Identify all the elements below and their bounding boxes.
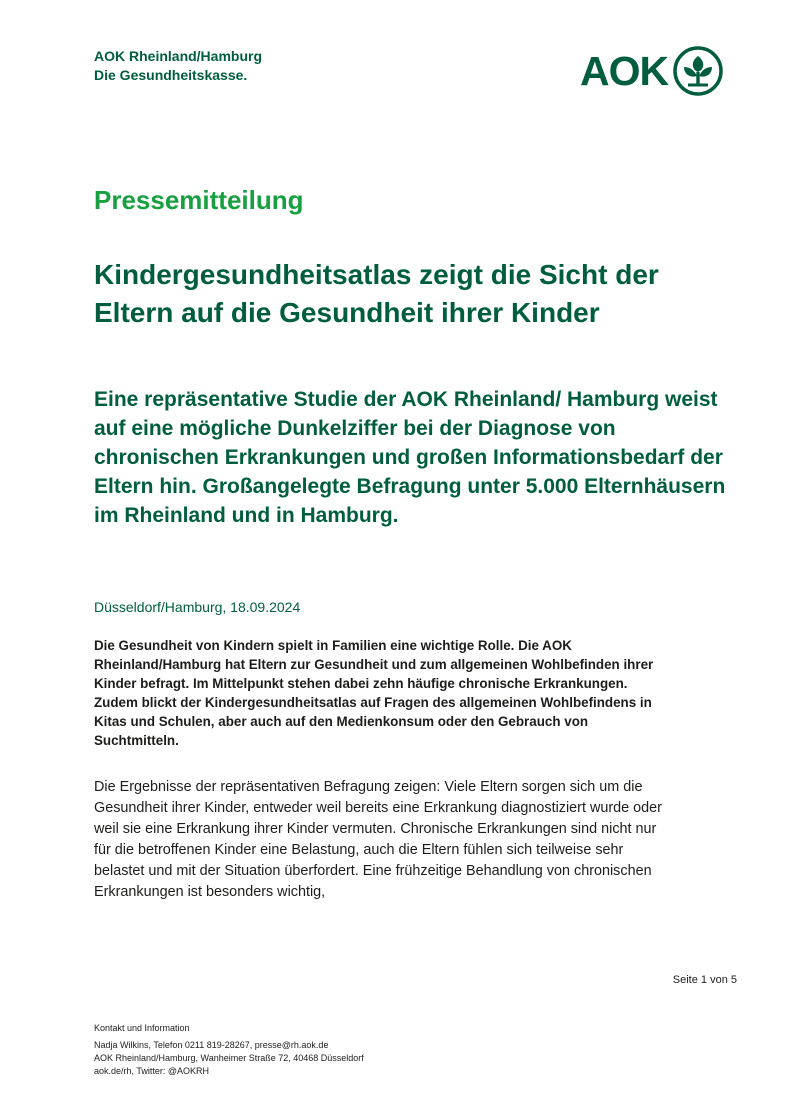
body-paragraph: Die Ergebnisse der repräsentativen Befragung zeigen: Viele Eltern sorgen sich um die Gesundheit ihrer Kinder, entweder weil bereits eine Erkrankung diagnostiziert wurde oder weil sie eine Erkrankung ihrer Kinder vermuten. Chronische Erkrankungen sind nicht nur für die betroffenen Kinder eine Belastung, auch die Eltern fühlen sich teilweise sehr belastet und mit der Situation überfordert. Eine frühzeitige Behandlung von chronischen Erkrankungen ist besonders wichtig, [94, 779, 662, 900]
document-kicker: Pressemitteilung [94, 185, 304, 215]
contact-footer [94, 1022, 364, 1078]
lead-paragraph: Die Gesundheit von Kindern spielt in Familien eine wichtige Rolle. Die AOK Rheinland/Hamburg hat Eltern zur Gesundheit und zum allgemeinen Wohlbefinden ihrer Kinder befragt. Im Mittelpunkt stehen dabei zehn häufige chronische Erkrankungen. Zudem blickt der Kindergesundheitsatlas auf Fragen des allgemeinen Wohlbefindens in Kitas und Schulen, aber auch auf den Medienkonsum oder den Gebrauch von Suchtmitteln. [94, 638, 654, 748]
footer-line-address: AOK Rheinland/Hamburg, Wanheimer Straße 72, 40468 Düsseldorf [94, 1053, 364, 1063]
headline: Kindergesundheitsatlas zeigt die Sicht der Eltern auf die Gesundheit ihrer Kinder [94, 259, 659, 328]
aok-logo [580, 45, 724, 97]
org-name: AOK Rheinland/Hamburg [94, 48, 263, 64]
footer-line-web: aok.de/rh, Twitter: @AOKRH [94, 1066, 210, 1076]
footer-line-contact: Nadja Wilkins, Telefon 0211 819-28267, presse@rh.aok.de [94, 1040, 329, 1050]
footer-title: Kontakt und Information [94, 1023, 190, 1033]
subheadline: Eine repräsentative Studie der AOK Rheinland/ Hamburg weist auf eine mögliche Dunkelziffer bei der Diagnose von chronischen Erkrankungen und großen Informationsbedarf der Eltern hin. Großangelegte Befragung unter 5.000 Elternhäusern im Rheinland und in Hamburg. [94, 388, 726, 527]
dateline: Düsseldorf/Hamburg, 18.09.2024 [94, 599, 301, 615]
tree-emblem-icon [672, 45, 724, 97]
page-number: Seite 1 von 5 [672, 974, 737, 986]
org-tagline: Die Gesundheitskasse. [94, 67, 248, 83]
logo-text: AOK [580, 48, 669, 94]
org-header [94, 47, 262, 85]
